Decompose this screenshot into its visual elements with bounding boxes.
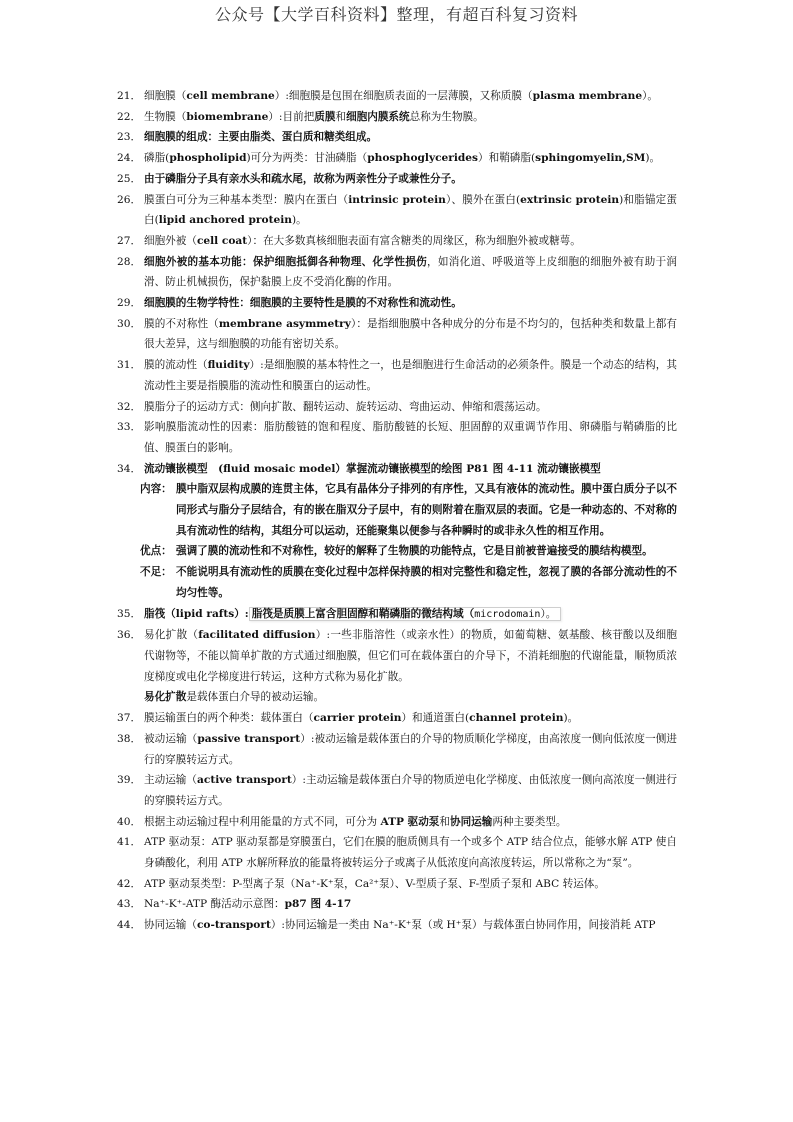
item-number: 30． <box>117 317 142 330</box>
list-item <box>117 314 677 355</box>
model-point-text: 不能说明具有流动性的质膜在变化过程中怎样保持膜的相对完整性和稳定性，忽视了膜的各部分流动性的不均匀性等。 <box>176 566 677 599</box>
list-item <box>117 127 677 148</box>
facilitated-diffusion-note: 易化扩散是载体蛋白介导的被动运输。 <box>144 691 325 704</box>
list-item <box>117 729 677 770</box>
item-text: 磷脂(phospholipid)可分为两类：甘油磷脂（phosphoglycerides）和鞘磷脂(sphingomyelin,SM)。 <box>144 152 661 165</box>
item-text: 膜蛋白可分为三种基本类型：膜内在蛋白（intrinsic protein）、膜外在蛋白(extrinsic protein)和脂锚定蛋白(lipid anchored protein)。 <box>144 193 677 227</box>
model-point <box>117 541 677 562</box>
item-number: 26． <box>117 193 142 206</box>
list-item <box>117 812 677 833</box>
item-text: 膜的流动性（fluidity）:是细胞膜的基本特性之一，也是细胞进行生命活动的必须条件。膜是一个动态的结构，其流动性主要是指膜脂的流动性和膜蛋白的运动性。 <box>144 359 677 392</box>
item-list-1 <box>117 86 677 479</box>
document-body <box>117 86 677 936</box>
item-text: ATP 驱动泵：ATP 驱动泵都是穿膜蛋白，它们在膜的胞质侧具有一个或多个 ATP 结合位点，能够水解 ATP 使自身磷酸化，利用 ATP 水解所释放的能量将被转运分子或离子从低浓度向高浓度转运，所以常称之为“泵”。 <box>144 836 677 870</box>
item-number: 28． <box>117 255 142 268</box>
item-text: 影响膜脂流动性的因素：脂肪酸链的饱和程度、脂肪酸链的长短、胆固醇的双重调节作用、卵磷脂与鞘磷脂的比值、膜蛋白的影响。 <box>144 421 677 454</box>
list-item <box>117 625 677 687</box>
fluid-mosaic-model-points <box>117 479 677 603</box>
model-point-label: 优点： <box>140 545 172 558</box>
item-text: 膜的不对称性（membrane asymmetry）：是指细胞膜中各种成分的分布是不均匀的，包括种类和数量上都有很大差异，这与细胞膜的功能有密切关系。 <box>144 317 677 351</box>
item-number: 33． <box>117 421 142 434</box>
list-item <box>117 190 677 231</box>
item-text: 易化扩散（facilitated diffusion）:一些非脂溶性（或亲水性）的物质，如葡萄糖、氨基酸、核苷酸以及细胞代谢物等，不能以简单扩散的方式通过细胞膜，但它们可在载体蛋白的介导下，不消耗细胞的代谢能量，顺物质浓度梯度或电化学梯度进行转运，这种方式称为易化扩散。 <box>144 629 677 683</box>
item-number: 38． <box>117 732 142 745</box>
list-item <box>117 86 677 107</box>
list-item <box>117 397 677 418</box>
item-text: 主动运输（active transport）:主动运输是载体蛋白介导的物质逆电化学梯度、由低浓度一侧向高浓度一侧进行的穿膜转运方式。 <box>144 774 677 807</box>
item-text: 细胞膜（cell membrane）:细胞膜是包围在细胞质表面的一层薄膜，又称质膜（plasma membrane）。 <box>144 90 658 102</box>
item-text: 细胞膜的生物学特性：细胞膜的主要特性是膜的不对称性和流动性。 <box>144 297 462 310</box>
model-point-label: 内容： <box>140 483 172 496</box>
item-text: ATP 驱动泵类型：P-型离子泵（Na⁺-K⁺泵，Ca²⁺泵）、V-型质子泵、F-型质子泵和 ABC 转运体。 <box>144 877 605 890</box>
item-number: 41． <box>117 836 142 849</box>
item-list-2 <box>117 625 677 687</box>
item-text: 流动镶嵌模型 (fluid mosaic model）掌握流动镶嵌模型的绘图 P81 图 4-11 流动镶嵌模型 <box>144 462 601 475</box>
list-item <box>117 417 677 458</box>
item-number: 31． <box>117 359 142 372</box>
item-number: 24． <box>117 152 142 165</box>
list-item <box>117 894 677 915</box>
item-number: 32． <box>117 400 142 413</box>
item-number: 44． <box>117 919 142 932</box>
item-number: 27． <box>117 234 142 247</box>
item-text: 生物膜（biomembrane）:目前把质膜和细胞内膜系统总称为生物膜。 <box>144 110 484 123</box>
list-item <box>117 874 677 895</box>
item-number: 34． <box>117 462 142 475</box>
page-header: 公众号【大学百科资料】整理，有超百科复习资料 <box>214 5 578 24</box>
item-number: 23． <box>117 131 142 144</box>
item-text: 细胞外被（cell coat）：在大多数真核细胞表面有富含糖类的周缘区，称为细胞外被或糖萼。 <box>144 234 581 247</box>
item-number: 22． <box>117 110 142 123</box>
item-text: Na⁺-K⁺-ATP 酶活动示意图：p87 图 4-17 <box>144 898 352 911</box>
list-item <box>117 604 677 626</box>
list-item <box>117 231 677 252</box>
item-number: 21． <box>117 90 142 102</box>
item-text: 协同运输（co-transport）:协同运输是一类由 Na⁺-K⁺泵（或 H⁺泵）与载体蛋白协同作用，间接消耗 ATP <box>144 919 656 932</box>
model-point <box>117 562 677 603</box>
list-item <box>117 148 677 169</box>
item-number: 40． <box>117 815 142 828</box>
list-item <box>117 107 677 128</box>
model-point-text: 膜中脂双层构成膜的连贯主体，它具有晶体分子排列的有序性，又具有液体的流动性。膜中蛋白质分子以不同形式与脂分子层结合，有的嵌在脂双分子层中，有的则附着在脂双层的表面。它是一种动态的、不对称的具有流动性的结构，其组分可以运动，还能聚集以便参与各种瞬时的或非永久性的相互作用。 <box>176 483 677 537</box>
lipid-rafts-definition: 脂筏是质膜上富含胆固醇和鞘磷脂的微结构域（microdomain）。 <box>249 607 562 621</box>
list-item <box>117 915 677 936</box>
model-point-text: 强调了膜的流动性和不对称性，较好的解释了生物膜的功能特点，它是目前被普遍接受的膜结构模型。 <box>176 545 653 558</box>
item-text: 细胞膜的组成：主要由脂类、蛋白质和糖类组成。 <box>144 131 378 144</box>
item-list-3 <box>117 708 677 936</box>
item-text: 被动运输（passive transport）:被动运输是载体蛋白的介导的物质顺化学梯度，由高浓度一侧向低浓度一侧进行的穿膜转运方式。 <box>144 732 678 766</box>
item-text: 膜运输蛋白的两个种类：载体蛋白（carrier protein）和通道蛋白(channel protein)。 <box>144 712 579 725</box>
model-point <box>117 479 677 541</box>
item-number: 29． <box>117 297 142 310</box>
item-number: 37． <box>117 712 142 725</box>
item-text <box>144 604 677 626</box>
list-item <box>117 459 677 480</box>
list-item <box>117 293 677 314</box>
item-text: 由于磷脂分子具有亲水头和疏水尾，故称为两亲性分子或兼性分子。 <box>144 172 462 185</box>
item-number: 35． <box>117 607 142 620</box>
list-item <box>117 770 677 811</box>
model-point-label: 不足： <box>140 566 172 579</box>
item-text: 膜脂分子的运动方式：侧向扩散、翻转运动、旋转运动、弯曲运动、伸缩和震荡运动。 <box>144 400 547 413</box>
item-number: 39． <box>117 774 142 787</box>
list-item <box>117 355 677 396</box>
item-text: 细胞外被的基本功能：保护细胞抵御各种物理、化学性损伤，如消化道、呼吸道等上皮细胞的细胞外被有助于润滑、防止机械损伤，保护黏膜上皮不受消化酶的作用。 <box>144 255 677 289</box>
list-item <box>117 252 677 293</box>
list-item <box>117 169 677 190</box>
list-item <box>117 832 677 873</box>
lipid-rafts-label: 脂筏（lipid rafts）: <box>144 607 249 620</box>
item-number: 36． <box>117 629 142 642</box>
list-item <box>117 708 677 729</box>
item-number: 25． <box>117 172 142 185</box>
item-number: 43． <box>117 898 142 911</box>
item-number: 42． <box>117 877 142 890</box>
item-text: 根据主动运输过程中利用能量的方式不同，可分为 ATP 驱动泵和协同运输两种主要类型。 <box>144 815 567 828</box>
